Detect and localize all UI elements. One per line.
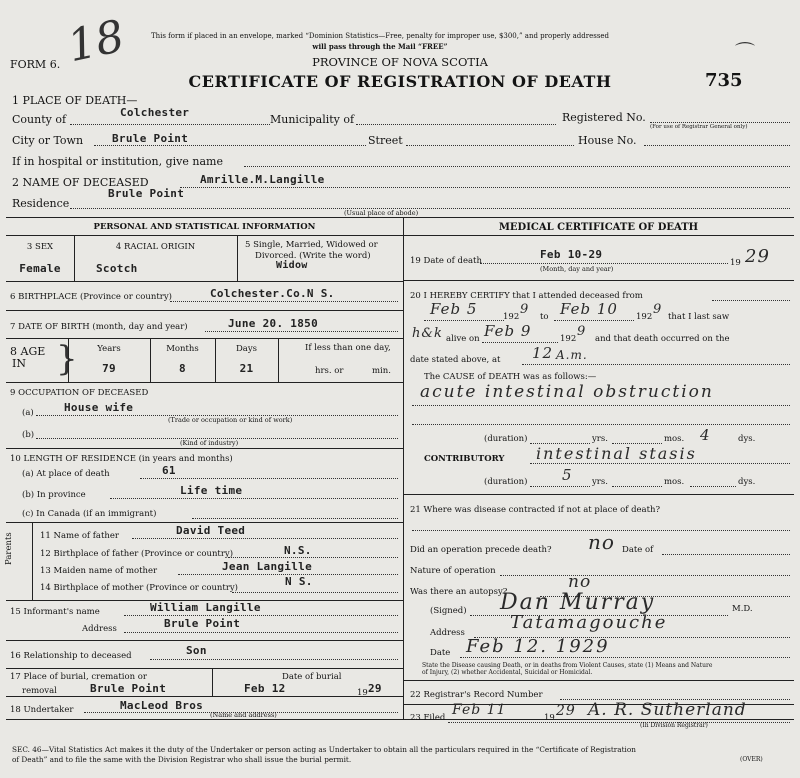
certificate-number: 735 — [705, 70, 743, 91]
cause-duration-label: (duration) — [484, 434, 528, 444]
burial-date-label: Date of burial — [282, 672, 342, 682]
division-registrar-note: (In Division Registrar) — [640, 722, 708, 729]
age-label-1: 8 AGE — [10, 345, 46, 358]
undertaker-label: 18 Undertaker — [10, 705, 74, 715]
province: PROVINCE OF NOVA SCOTIA — [312, 55, 488, 69]
months-label: Months — [166, 344, 199, 354]
alive-year-prefix: 192 — [560, 334, 577, 344]
from-year-prefix: 192 — [503, 312, 520, 322]
father-value: David Teed — [176, 524, 246, 537]
undertaker-value: MacLeod Bros — [120, 699, 204, 712]
from-year: 9 — [520, 302, 530, 317]
residence-c-label: (c) In Canada (if an immigrant) — [22, 509, 157, 519]
nature-of-operation-label: Nature of operation — [410, 566, 496, 576]
place-of-death-heading: 1 PLACE OF DEATH— — [12, 94, 138, 107]
residence-b-label: (b) In province — [22, 490, 86, 500]
contributory-cause: intestinal stasis — [536, 444, 697, 463]
operation-date-label: Date of — [622, 545, 654, 555]
attended-from-date: Feb 5 — [430, 300, 478, 318]
filed-year: 29 — [556, 703, 576, 719]
sex-value: Female — [19, 262, 61, 275]
cause-yrs-label: yrs. — [592, 434, 608, 444]
father-label: 11 Name of father — [40, 531, 119, 541]
occupation-a-note: (Trade or occupation or kind of work) — [168, 416, 293, 424]
form-handwritten-number: 18 — [63, 10, 129, 73]
residence-a-value: 61 — [162, 464, 176, 477]
relationship-value: Son — [186, 644, 207, 657]
municipality-label: Municipality of — [270, 113, 355, 126]
death-time-suffix: A.m. — [556, 348, 588, 362]
registered-no-label: Registered No. — [562, 111, 646, 124]
footer-over: (OVER) — [740, 756, 763, 763]
date-of-death-typed: Feb 10-29 — [540, 248, 603, 261]
md-label: M.D. — [732, 604, 753, 614]
mother-birthplace-label: 14 Birthplace of mother (Province or country) — [40, 583, 238, 593]
deceased-name: Amrille.M.Langille — [200, 173, 325, 186]
check-mark: ⌒ — [735, 40, 755, 64]
alive-on-label: alive on — [446, 334, 480, 344]
undertaker-note: (Name and address) — [210, 711, 277, 719]
contrib-yrs-label: yrs. — [592, 477, 608, 487]
operation-label: Did an operation precede death? — [410, 545, 552, 555]
informant-label: 15 Informant's name — [10, 607, 100, 617]
dob-label: 7 DATE OF BIRTH (month, day and year) — [10, 322, 188, 332]
state-disease-note-1: State the Disease causing Death, or in deaths from Violent Causes, state (1) Means and Nature — [422, 662, 713, 669]
burial-place-label-1: 17 Place of burial, cremation or — [10, 672, 147, 682]
contrib-mos-label: mos. — [664, 477, 685, 487]
informant-address-value: Brule Point — [164, 617, 241, 630]
to-label: to — [540, 312, 549, 322]
contributory-label: CONTRIBUTORY — [424, 454, 505, 464]
operation-value: no — [588, 530, 615, 554]
informant-value: William Langille — [150, 601, 261, 614]
medical-heading: MEDICAL CERTIFICATE OF DEATH — [498, 222, 699, 233]
filed-label: 23 Filed — [410, 713, 446, 723]
dob-value: June 20. 1850 — [228, 317, 318, 330]
state-disease-note-2: of Injury, (2) whether Accidental, Suicidal or Homicidal. — [422, 669, 593, 676]
age-years: 79 — [102, 362, 116, 375]
age-days: 21 — [239, 362, 254, 375]
personal-heading: PERSONAL AND STATISTICAL INFORMATION — [93, 222, 316, 232]
signed-label: (Signed) — [430, 606, 467, 616]
filed-date: Feb 11 — [452, 702, 507, 718]
death-time: 12 — [532, 344, 554, 362]
footer-line-1: SEC. 46—Vital Statistics Act makes it the duty of the Undertaker or person acting as Undertaker to obtain all the particulars required in the “Certificate of Registration — [12, 745, 636, 754]
years-label: Years — [97, 344, 121, 354]
certify-label: 20 I HEREBY CERTIFY that I attended deceased from — [410, 291, 643, 301]
mother-birthplace-value: N S. — [285, 575, 313, 588]
alive-year: 9 — [577, 324, 587, 339]
autopsy-value: no — [568, 572, 592, 592]
attended-to-date: Feb 10 — [560, 300, 618, 318]
contrib-dys-label: dys. — [738, 477, 756, 487]
birthplace-value: Colchester.Co.N S. — [210, 287, 335, 300]
occupation-b-label: (b) — [22, 430, 35, 440]
county-label: County of — [12, 113, 67, 126]
marital-value: Widow — [276, 260, 308, 271]
name-of-deceased-label: 2 NAME OF DECEASED — [12, 176, 149, 189]
footer-line-2: of Death” and to file the same with the Division Registrar who shall issue the burial permit. — [12, 755, 352, 764]
cause-label: The CAUSE of DEATH was as follows:— — [424, 372, 597, 382]
father-birthplace-value: N.S. — [284, 544, 312, 557]
relationship-label: 16 Relationship to deceased — [10, 651, 132, 661]
physician-signature: Dan Murray — [500, 590, 656, 615]
residence-value: Brule Point — [108, 187, 185, 200]
residence-length-label: 10 LENGTH OF RESIDENCE (in years and months) — [10, 454, 233, 464]
residence-label: Residence — [12, 197, 70, 210]
informant-address-label: Address — [82, 624, 117, 634]
mail-notice-line1: This form if placed in an envelope, marked “Dominion Statistics—Free, penalty for improper use, $300,” and properly addressed — [150, 32, 610, 40]
residence-a-label: (a) At place of death — [22, 469, 110, 479]
birthplace-label: 6 BIRTHPLACE (Province or country) — [10, 292, 172, 302]
to-year-prefix: 192 — [636, 312, 653, 322]
days-label: Days — [235, 344, 258, 354]
cause-dys-label: dys. — [738, 434, 756, 444]
county-value: Colchester — [120, 106, 190, 119]
contrib-duration-yrs: 5 — [562, 466, 573, 484]
age-label-2: IN — [12, 357, 26, 370]
certificate-date-label: Date — [430, 648, 451, 658]
autopsy-label: Was there an autopsy? — [410, 587, 508, 597]
street-label: Street — [368, 134, 403, 147]
burial-place-label-2: removal — [22, 686, 57, 696]
occupation-a-label: (a) — [22, 408, 34, 418]
father-birthplace-label: 12 Birthplace of father (Province or country) — [40, 549, 234, 559]
city-label: City or Town — [12, 134, 84, 147]
racial-origin-label: 4 RACIAL ORIGIN — [115, 242, 196, 252]
registrar-record-label: 22 Registrar's Record Number — [410, 690, 543, 700]
hrs-label: hrs. or — [315, 366, 344, 376]
parents-label: Parents — [4, 532, 14, 565]
registrar-use-note: (For use of Registrar General only) — [650, 124, 748, 130]
contrib-duration-label: (duration) — [484, 477, 528, 487]
date-of-death-year-prefix: 19 — [730, 258, 741, 268]
mother-label: 13 Maiden name of mother — [40, 566, 158, 576]
physician-address: Tatamagouche — [510, 612, 668, 633]
age-months: 8 — [179, 362, 186, 375]
marital-label-1: 5 Single, Married, Widowed or — [245, 240, 378, 250]
burial-year-prefix: 19 — [357, 688, 368, 698]
hospital-label: If in hospital or institution, give name — [12, 155, 223, 168]
cause-of-death: acute intestinal obstruction — [420, 382, 714, 402]
burial-year: 29 — [368, 682, 382, 695]
occupation-label: 9 OCCUPATION OF DECEASED — [10, 388, 149, 398]
age-brace-icon: } — [56, 339, 78, 379]
residence-note: (Usual place of abode) — [344, 209, 419, 217]
residence-b-value: Life time — [180, 484, 243, 497]
less-than-day-label: If less than one day, — [305, 343, 391, 353]
city-value: Brule Point — [112, 132, 189, 145]
mother-value: Jean Langille — [222, 560, 312, 573]
marital-label-2: Divorced. (Write the word) — [255, 251, 371, 261]
death-occurred-label: and that death occurred on the — [595, 334, 730, 344]
date-of-death-note: (Month, day and year) — [540, 265, 614, 273]
burial-date-value: Feb 12 — [244, 682, 286, 695]
physician-address-label: Address — [430, 628, 465, 638]
pronoun-handwritten: h&k — [412, 326, 443, 341]
date-stated-label: date stated above, at — [410, 355, 501, 365]
date-of-death-label: 19 Date of death — [410, 256, 482, 266]
page-title: CERTIFICATE OF REGISTRATION OF DEATH — [188, 72, 612, 91]
last-saw-label: that I last saw — [668, 312, 730, 322]
registrar-signature: A. R. Sutherland — [588, 700, 747, 720]
cause-duration-days: 4 — [700, 426, 711, 444]
mail-notice-line2: will pass through the Mail “FREE” — [312, 42, 448, 51]
to-year: 9 — [653, 302, 663, 317]
racial-origin-value: Scotch — [96, 262, 138, 275]
where-contracted-label: 21 Where was disease contracted if not at place of death? — [410, 505, 661, 515]
alive-on-date: Feb 9 — [484, 322, 532, 340]
form-label: FORM 6. — [10, 58, 61, 71]
sex-label: 3 SEX — [26, 242, 54, 252]
date-of-death-year: 29 — [745, 246, 770, 267]
house-no-label: House No. — [578, 134, 637, 147]
burial-place-value: Brule Point — [90, 682, 167, 695]
occupation-b-note: (Kind of industry) — [180, 439, 239, 447]
min-label: min. — [372, 366, 391, 376]
filed-year-prefix: 19 — [544, 713, 555, 723]
certificate-date: Feb 12. 1929 — [466, 636, 610, 657]
cause-mos-label: mos. — [664, 434, 685, 444]
occupation-value: House wife — [64, 401, 134, 414]
